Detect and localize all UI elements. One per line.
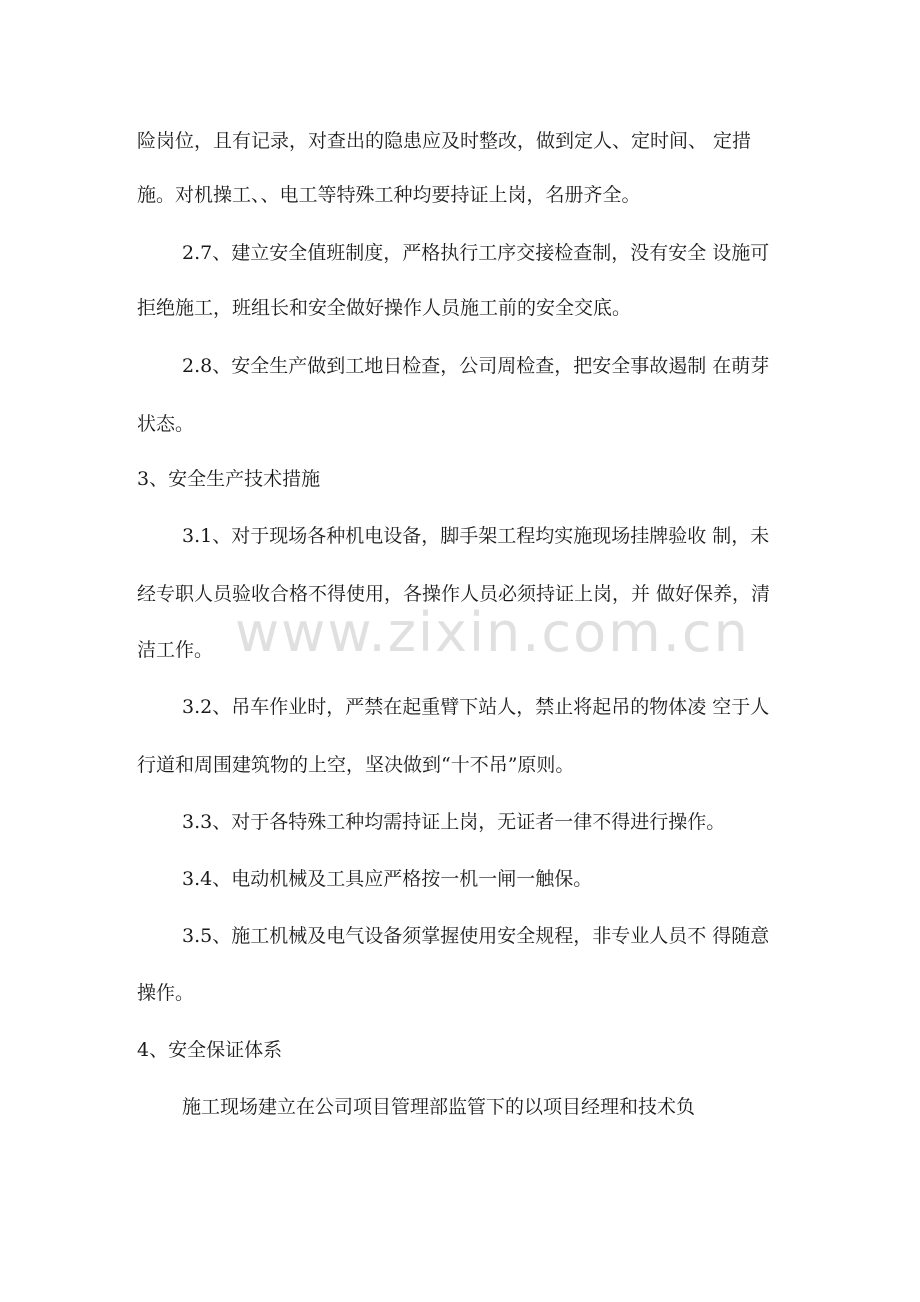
text-line: 经专职人员验收合格不得使用，各操作人员必须持证上岗，并 做好保养，清 <box>137 583 771 605</box>
text-line: 操作。 <box>137 982 195 1004</box>
text-line: 险岗位，且有记录，对查出的隐患应及时整改，做到定人、定时间、 定措 <box>137 130 752 152</box>
text-line: 3.1、对于现场各种机电设备，脚手架工程均实施现场挂牌验收 制，未 <box>182 525 770 547</box>
text-line: 3.4、电动机械及工具应严格按一机一闸一触保。 <box>182 868 593 890</box>
text-line: 行道和周围建筑物的上空，坚决做到“十不吊”原则。 <box>137 754 575 776</box>
text-line: 3.3、对于各特殊工种均需持证上岗，无证者一律不得进行操作。 <box>182 811 726 833</box>
text-line: 施工现场建立在公司项目管理部监管下的以项目经理和技术负 <box>182 1096 696 1118</box>
section-heading: 4、安全保证体系 <box>137 1039 283 1061</box>
section-heading: 3、安全生产技术措施 <box>137 468 321 490</box>
text-line: 洁工作。 <box>137 639 214 661</box>
text-line: 2.7、建立安全值班制度，严格执行工序交接检查制，没有安全 设施可 <box>182 242 770 264</box>
text-line: 2.8、安全生产做到工地日检查，公司周检查，把安全事故遏制 在萌芽 <box>182 355 770 377</box>
watermark: www.zixin.com.cn <box>235 601 750 664</box>
text-line: 3.5、施工机械及电气设备须掌握使用安全规程，非专业人员不 得随意 <box>182 925 770 947</box>
text-line: 拒绝施工，班组长和安全做好操作人员施工前的安全交底。 <box>137 297 632 319</box>
text-line: 状态。 <box>137 413 195 435</box>
text-line: 3.2、吊车作业时，严禁在起重臂下站人，禁止将起吊的物体凌 空于人 <box>182 696 770 718</box>
text-line: 施。对机操工、、电工等特殊工种均要持证上岗，名册齐全。 <box>137 184 641 206</box>
